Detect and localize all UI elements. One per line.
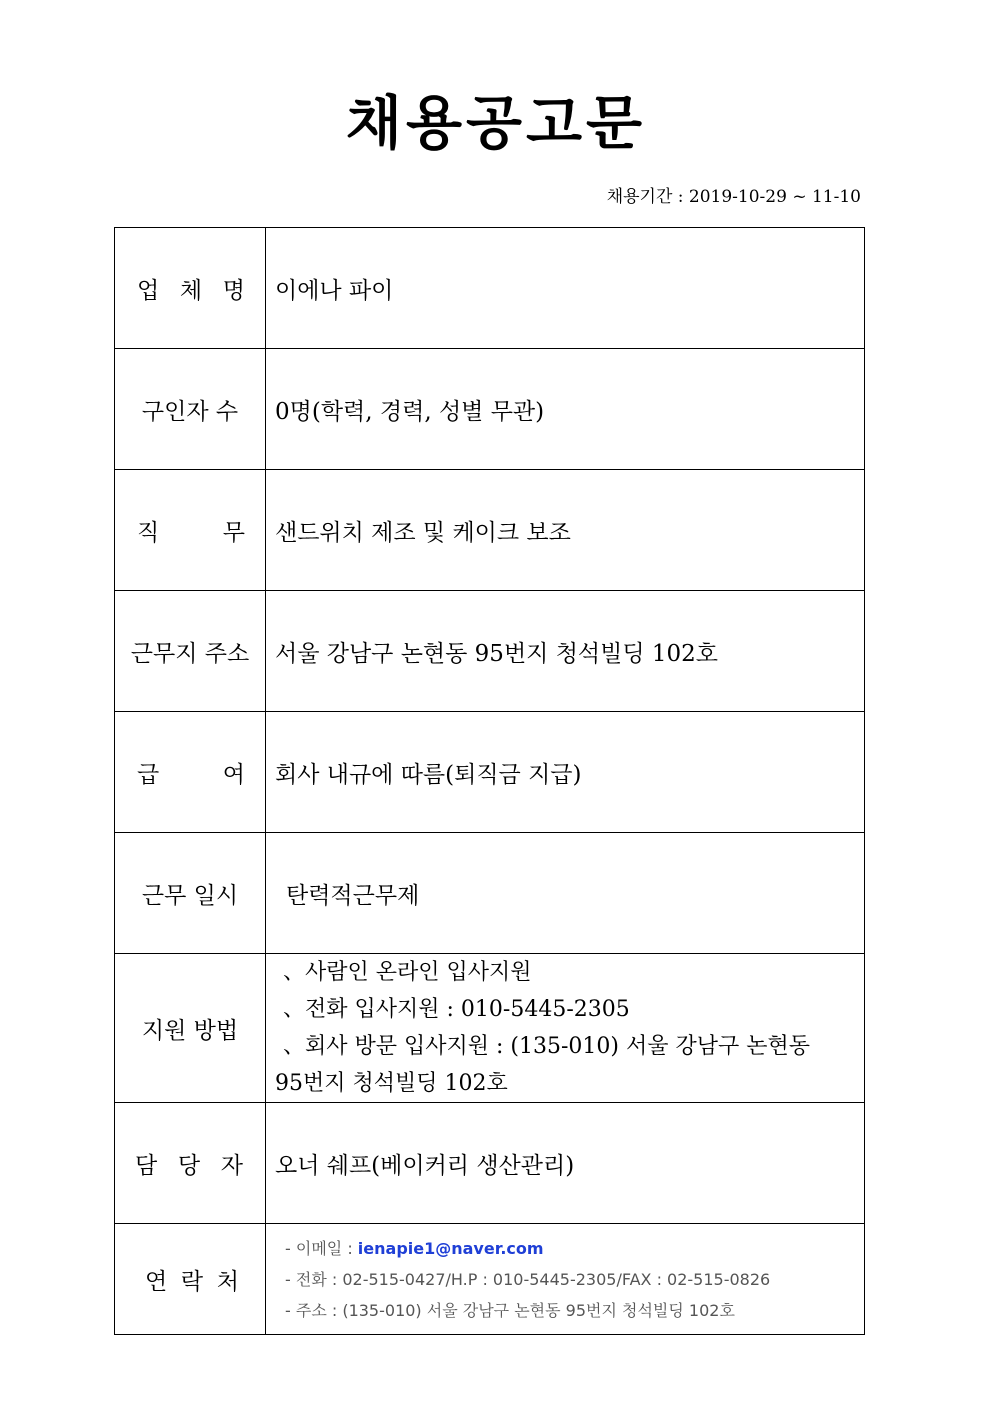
table-row-job [115,470,865,591]
label-salary: 급 여 [115,712,266,833]
recruitment-period: 채용기간 : 2019-10-29 ~ 11-10 [606,187,861,207]
label-contact: 연 락 처 [115,1224,266,1335]
value-salary: 회사 내규에 따름(퇴직금 지급) [266,712,865,833]
value-manager: 오너 쉐프(베이커리 생산관리) [266,1103,865,1224]
document-title: 채용공고문 [345,89,647,157]
contact-address-line: - 주소 : (135-010) 서울 강남구 논현동 95번지 청석빌딩 102호 [285,1300,735,1320]
job-posting-table [114,227,865,1335]
table-row-hours [115,833,865,954]
table-row-company [115,228,865,349]
value-contact [266,1224,865,1335]
value-method [266,954,865,1103]
email-link[interactable]: ienapie1@naver.com [357,1238,544,1258]
label-headcount: 구인자 수 [115,349,266,470]
label-company: 업 체 명 [115,228,266,349]
table-row-address [115,591,865,712]
label-method: 지원 방법 [115,954,266,1103]
contact-email-line: - 이메일 : ienapie1@naver.com [285,1238,544,1258]
contact-phone-line: - 전화 : 02-515-0427/H.P : 010-5445-2305/FAX : 02-515-0826 [285,1269,771,1289]
value-company: 이에나 파이 [266,228,865,349]
table-row-salary [115,712,865,833]
value-hours: 탄력적근무제 [266,833,865,954]
value-address: 서울 강남구 논현동 95번지 청석빌딩 102호 [266,591,865,712]
label-manager: 담 당 자 [115,1103,266,1224]
method-line-visit-cont: 95번지 청석빌딩 102호 [275,1071,508,1096]
method-line-phone: 、전화 입사지원 : 010-5445-2305 [283,997,630,1022]
method-line-online: 、사람인 온라인 입사지원 [283,960,532,985]
table-row-manager [115,1103,865,1224]
label-job: 직 무 [115,470,266,591]
table-row-method [115,954,865,1103]
table-row-contact [115,1224,865,1335]
method-line-visit: 、회사 방문 입사지원 : (135-010) 서울 강남구 논현동 [283,1034,810,1059]
table-row-headcount [115,349,865,470]
label-address: 근무지 주소 [115,591,266,712]
value-headcount: 0명(학력, 경력, 성별 무관) [266,349,865,470]
value-job: 샌드위치 제조 및 케이크 보조 [266,470,865,591]
label-hours: 근무 일시 [115,833,266,954]
